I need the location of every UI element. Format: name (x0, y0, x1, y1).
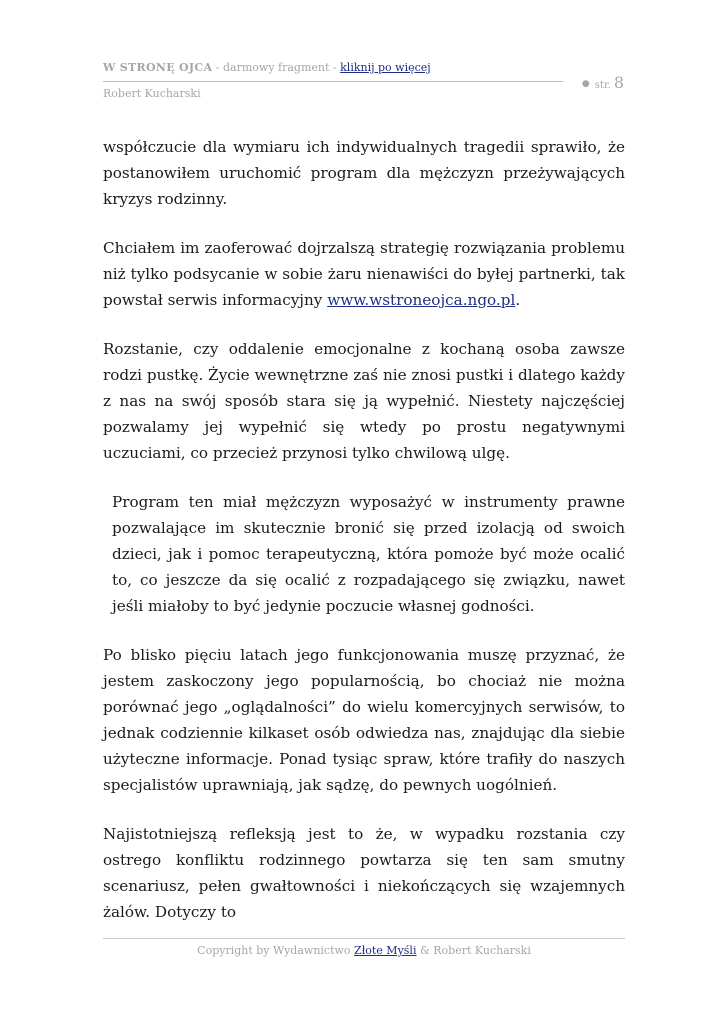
publisher-link[interactable]: Złote Myśli (354, 944, 417, 957)
page-footer: Copyright by Wydawnictwo Złote Myśli & Robert Kucharski (197, 944, 531, 957)
more-link[interactable]: kliknij po więcej (340, 61, 431, 74)
paragraph: Program ten miał mężczyzn wyposażyć w instrumenty prawne pozwalające im skutecznie bronić się przed izolacją od swoich dzieci, jak i pomoc terapeutyczną, która pomoże być może ocalić to, co jeszcze da się ocalić z rozpadającego się związku, nawet jeśli miałoby to być jedynie poczucie własnej godności. (112, 493, 625, 615)
paragraph: Najistotniejszą refleksją jest to że, w wypadku rozstania czy ostrego konfliktu rodzinnego powtarza się ten sam smutny scenariusz, pełen gwałtowności i niekończących się wzajemnych żalów. Dotyczy to (103, 825, 625, 921)
page-header (103, 61, 628, 103)
paragraph: Rozstanie, czy oddalenie emocjonalne z kochaną osoba zawsze rodzi pustkę. Życie wewnętrzne zaś nie znosi pustki i dlatego każdy z nas na swój sposób stara się ją wypełnić. Niestety najczęściej pozwalamy jej wypełnić się wtedy po prostu negatywnymi uczuciami, co przecież przynosi tylko chwilową ulgę. (103, 340, 625, 462)
book-title: W STRONĘ OJCA (103, 61, 213, 74)
website-link[interactable]: www.wstroneojca.ngo.pl (327, 291, 516, 309)
header-author: Robert Kucharski (103, 87, 201, 100)
header-divider (103, 81, 563, 82)
page-prefix: str. (594, 80, 611, 91)
paragraph: Chciałem im zaoferować dojrzalszą strategię rozwiązania problemu niż tylko podsycanie w sobie żaru nienawiści do byłej partnerki, tak powstał serwis informacyjny www.wstroneojca.ngo.pl. (103, 239, 625, 309)
header-title-line: W STRONĘ OJCA - darmowy fragment - kliknij po więcej (103, 61, 431, 74)
page-number-indicator (582, 73, 624, 92)
fragment-label: darmowy fragment (223, 61, 330, 74)
footer-divider (103, 938, 625, 939)
paragraph: współczucie dla wymiaru ich indywidualnych tragedii sprawiło, że postanowiłem uruchomić program dla mężczyzn przeżywających kryzys rodzinny. (103, 138, 625, 208)
document-body (103, 134, 625, 948)
paragraph: Po blisko pięciu latach jego funkcjonowania muszę przyznać, że jestem zaskoczony jego popularnością, bo chociaż nie można porównać jego „oglądalności” do wielu komercyjnych serwisów, to jednak codziennie kilkaset osób odwiedza nas, znajdując dla siebie użyteczne informacje. Ponad tysiąc spraw, które trafiły do naszych specjalistów uprawniają, jak sądzę, do pewnych uogólnień. (103, 646, 625, 794)
page-number: 8 (613, 73, 624, 92)
bullet-icon: ● (581, 79, 590, 89)
